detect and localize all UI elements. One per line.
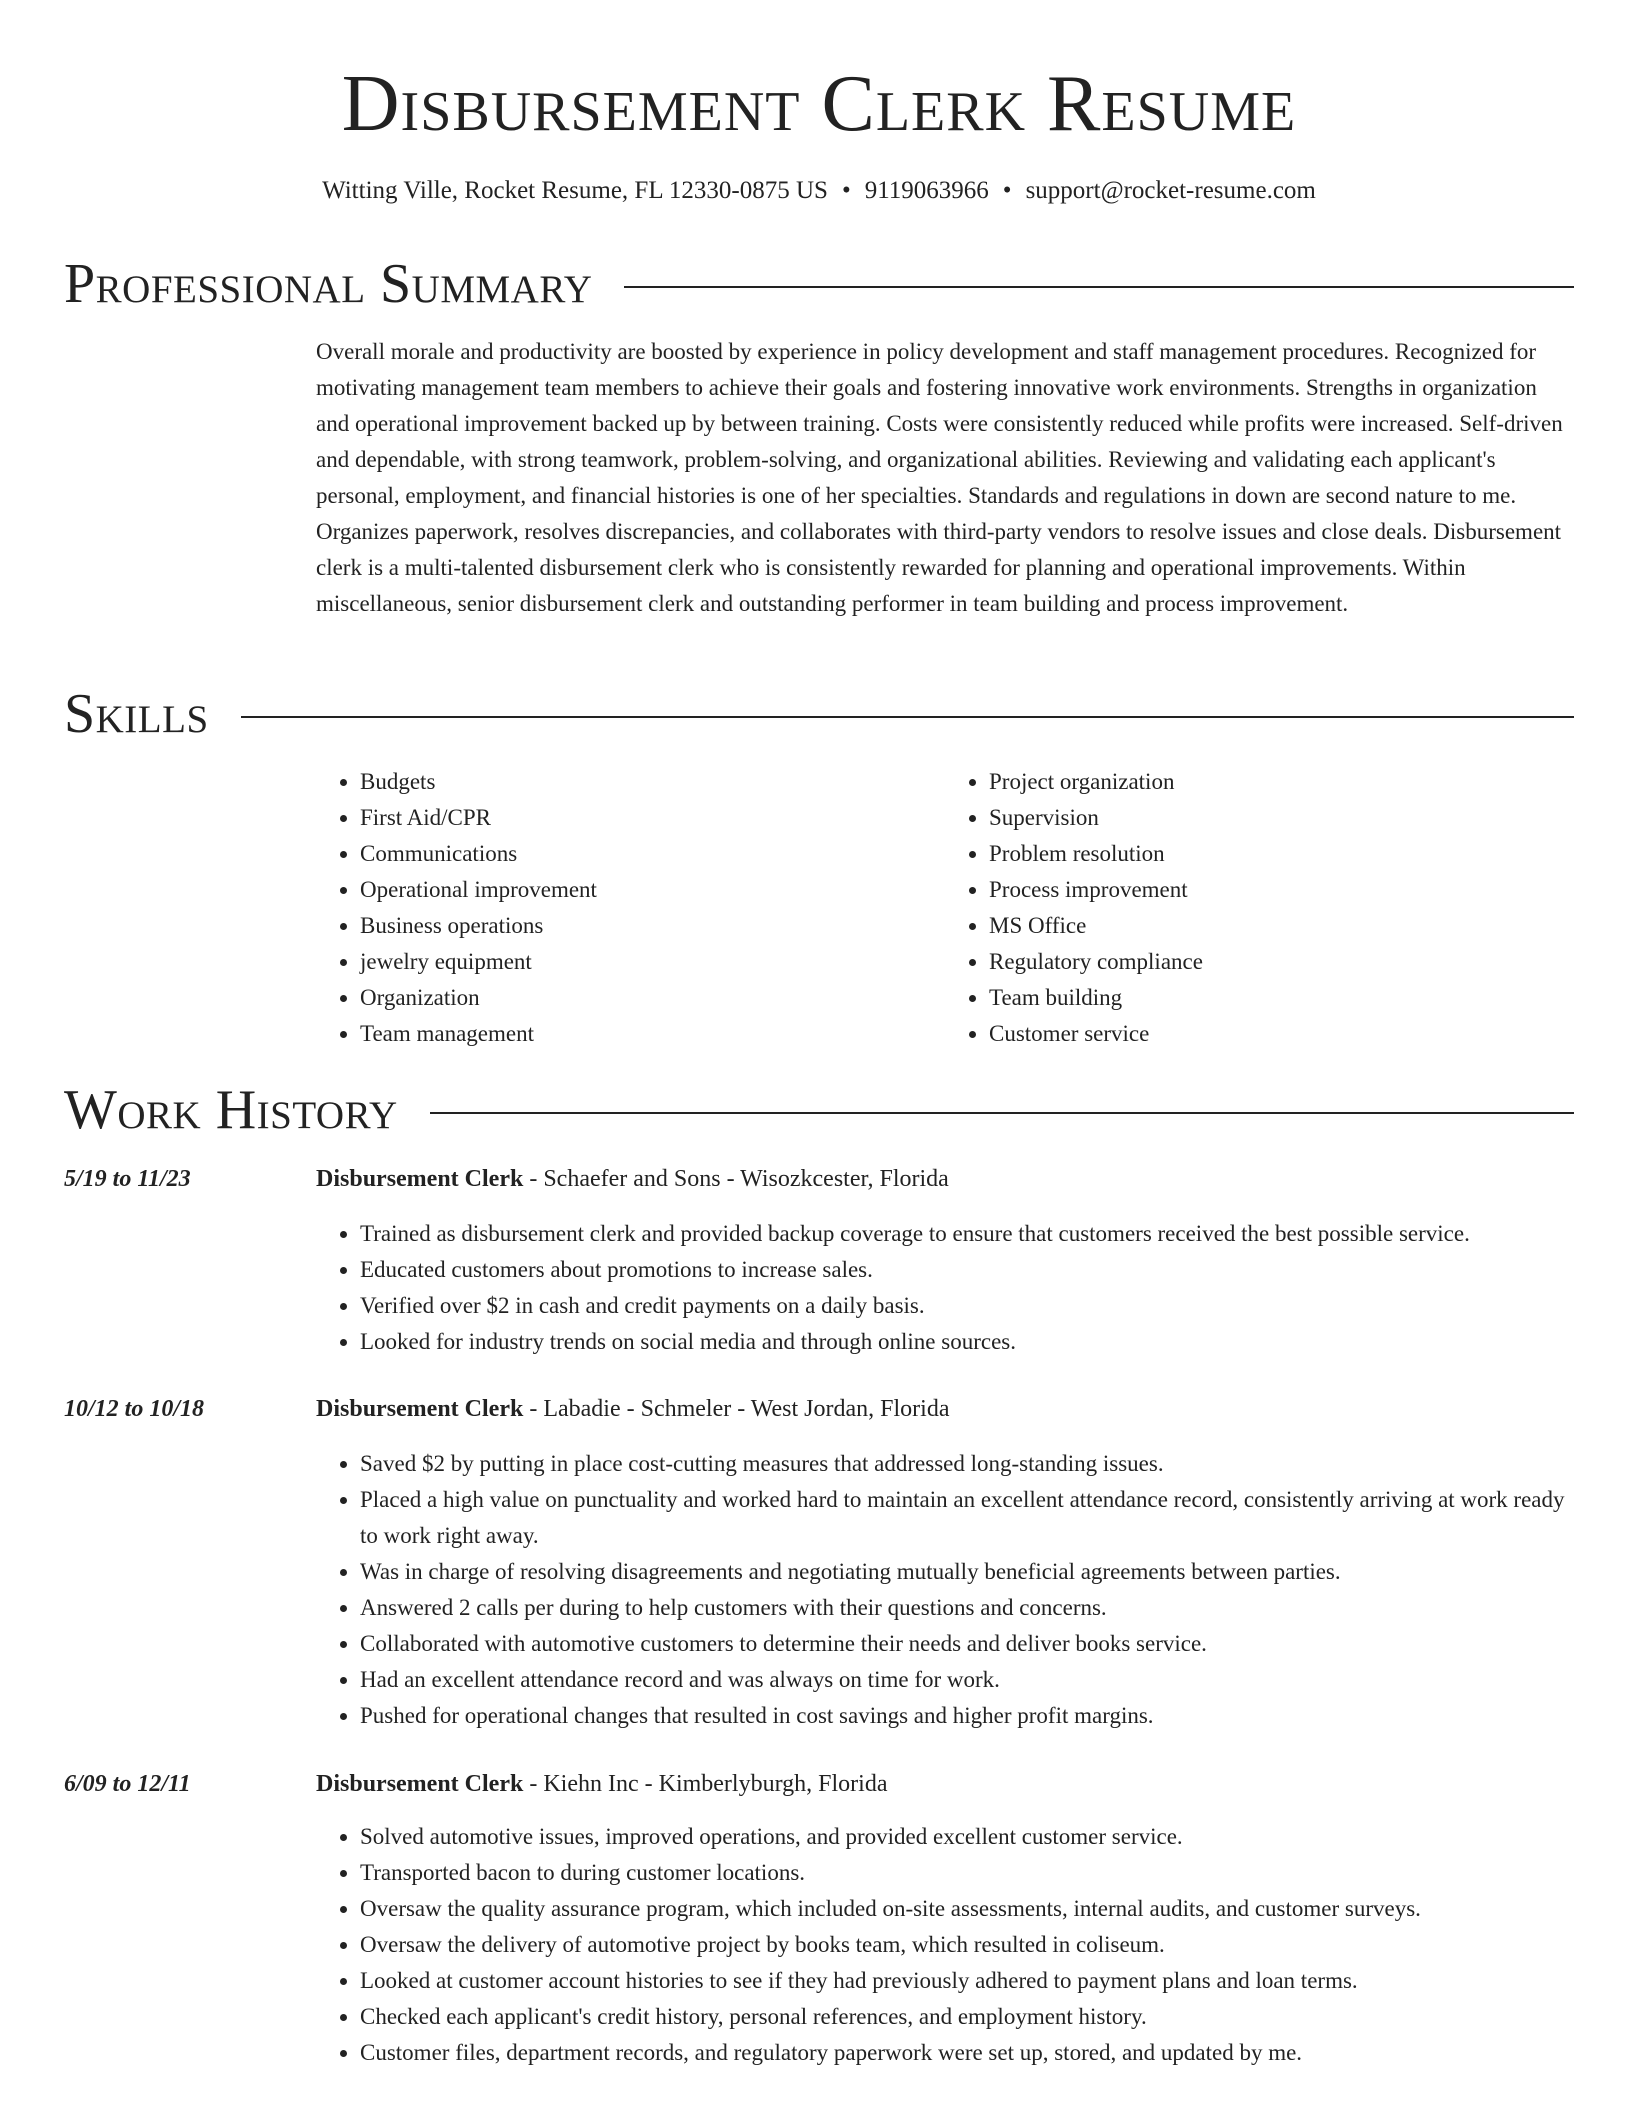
skill-item: • MS Office [989,908,1574,944]
job-bullet: • Had an excellent attendance record and was always on time for work. [360,1662,1574,1698]
contact-separator: • [1002,177,1012,204]
skills-content [316,764,1574,1052]
section-divider [241,716,1574,718]
contact-address: Witting Ville, Rocket Resume, FL 12330-0875 US [322,177,828,204]
skill-item: • jewelry equipment [360,944,945,980]
job-bullet: • Educated customers about promotions to increase sales. [360,1252,1574,1288]
job-dates: 10/12 to 10/18 [64,1396,205,1422]
skills-column-right [945,764,1574,1052]
summary-section-heading [64,252,1574,316]
job-bullet: • Verified over $2 in cash and credit payments on a daily basis. [360,1288,1574,1324]
job-bullet-list [316,1446,1574,1734]
job-bullet: • Transported bacon to during customer locations. [360,1855,1574,1891]
job-employer-location: - Kiehn Inc - Kimberlyburgh, Florida [523,1771,888,1797]
summary-text: Overall morale and productivity are boosted by experience in policy development and staff management procedures. Recognized for motivating management team members to achieve their goals and fostering innovative work environments. Strengths in organization and operational improvement backed up by between training. Costs were consistently reduced while profits were increased. Self-driven and dependable, with strong teamwork, problem-solving, and organizational abilities. Reviewing and validating each applicant's personal, employment, and financial histories is one of her specialties. Standards and regulations in down are second nature to me. Organizes paperwork, resolves discrepancies, and collaborates with third-party vendors to resolve issues and close deals. Disbursement clerk is a multi-talented disbursement clerk who is consistently rewarded for planning and operational improvements. Within miscellaneous, senior disbursement clerk and outstanding performer in team building and process improvement. [316,339,1563,616]
job-bullet: • Was in charge of resolving disagreements and negotiating mutually beneficial agreements between parties. [360,1554,1574,1590]
summary-content [316,334,1574,622]
job-header [316,1392,950,1426]
work-history-section-heading [64,1078,1574,1142]
contact-separator: • [841,177,851,204]
skill-item: • Communications [360,836,945,872]
skills-grid [316,764,1574,1052]
job-bullet: • Trained as disbursement clerk and provided backup coverage to ensure that customers received the best possible service. [360,1216,1574,1252]
skill-item: • Process improvement [989,872,1574,908]
job-bullet-list [316,1216,1574,1360]
job-dates: 6/09 to 12/11 [64,1771,191,1797]
job-bullet: • Looked at customer account histories to see if they had previously adhered to payment plans and loan terms. [360,1963,1574,1999]
job-bullet: • Answered 2 calls per during to help customers with their questions and concerns. [360,1590,1574,1626]
skills-section-heading [64,682,1574,746]
skill-item: • Supervision [989,800,1574,836]
job-bullet: • Saved $2 by putting in place cost-cutting measures that addressed long-standing issues. [360,1446,1574,1482]
job-bullet: • Oversaw the quality assurance program, which included on-site assessments, internal audits, and customer surveys. [360,1891,1574,1927]
job-bullet: • Customer files, department records, and regulatory paperwork were set up, stored, and updated by me. [360,2035,1574,2071]
section-divider [624,286,1574,288]
contact-email: support@rocket-resume.com [1025,177,1316,204]
job-title: Disbursement Clerk [316,1771,524,1797]
job-bullet: • Solved automotive issues, improved operations, and provided excellent customer service. [360,1819,1574,1855]
job-bullet: • Collaborated with automotive customers to determine their needs and deliver books service. [360,1626,1574,1662]
skill-item: • Operational improvement [360,872,945,908]
job-bullet: • Looked for industry trends on social media and through online sources. [360,1324,1574,1360]
job-bullet: • Checked each applicant's credit history, personal references, and employment history. [360,1999,1574,2035]
contact-phone: 9119063966 [864,177,989,204]
job-employer-location: - Labadie - Schmeler - West Jordan, Florida [523,1396,950,1422]
job-bullet-list [316,1819,1574,2071]
skill-item: • Team building [989,980,1574,1016]
skill-item: • Organization [360,980,945,1016]
job-bullet: • Placed a high value on punctuality and worked hard to maintain an excellent attendance record, consistently arriving at work ready to work right away. [360,1482,1574,1554]
job-header [316,1767,887,1801]
skill-item: • Problem resolution [989,836,1574,872]
skills-heading: Skills [64,683,209,745]
skill-item: • Team management [360,1016,945,1052]
resume-title: Disbursement Clerk Resume [341,60,1297,148]
skill-item: • Budgets [360,764,945,800]
job-employer-location: - Schaefer and Sons - Wisozkcester, Florida [523,1166,949,1192]
job-header [316,1162,949,1196]
summary-heading: Professional Summary [64,253,593,315]
job-dates: 5/19 to 11/23 [64,1166,191,1192]
skill-item: • Business operations [360,908,945,944]
job-bullet: • Oversaw the delivery of automotive project by books team, which resulted in coliseum. [360,1927,1574,1963]
skill-item: • First Aid/CPR [360,800,945,836]
work-history-heading: Work History [64,1079,398,1141]
job-bullet: • Pushed for operational changes that resulted in cost savings and higher profit margins. [360,1698,1574,1734]
job-title: Disbursement Clerk [316,1166,524,1192]
skills-column-left [316,764,945,1052]
section-divider [430,1112,1574,1114]
skill-item: • Project organization [989,764,1574,800]
skill-item: • Regulatory compliance [989,944,1574,980]
skill-item: • Customer service [989,1016,1574,1052]
job-title: Disbursement Clerk [316,1396,524,1422]
contact-line [64,174,1574,208]
